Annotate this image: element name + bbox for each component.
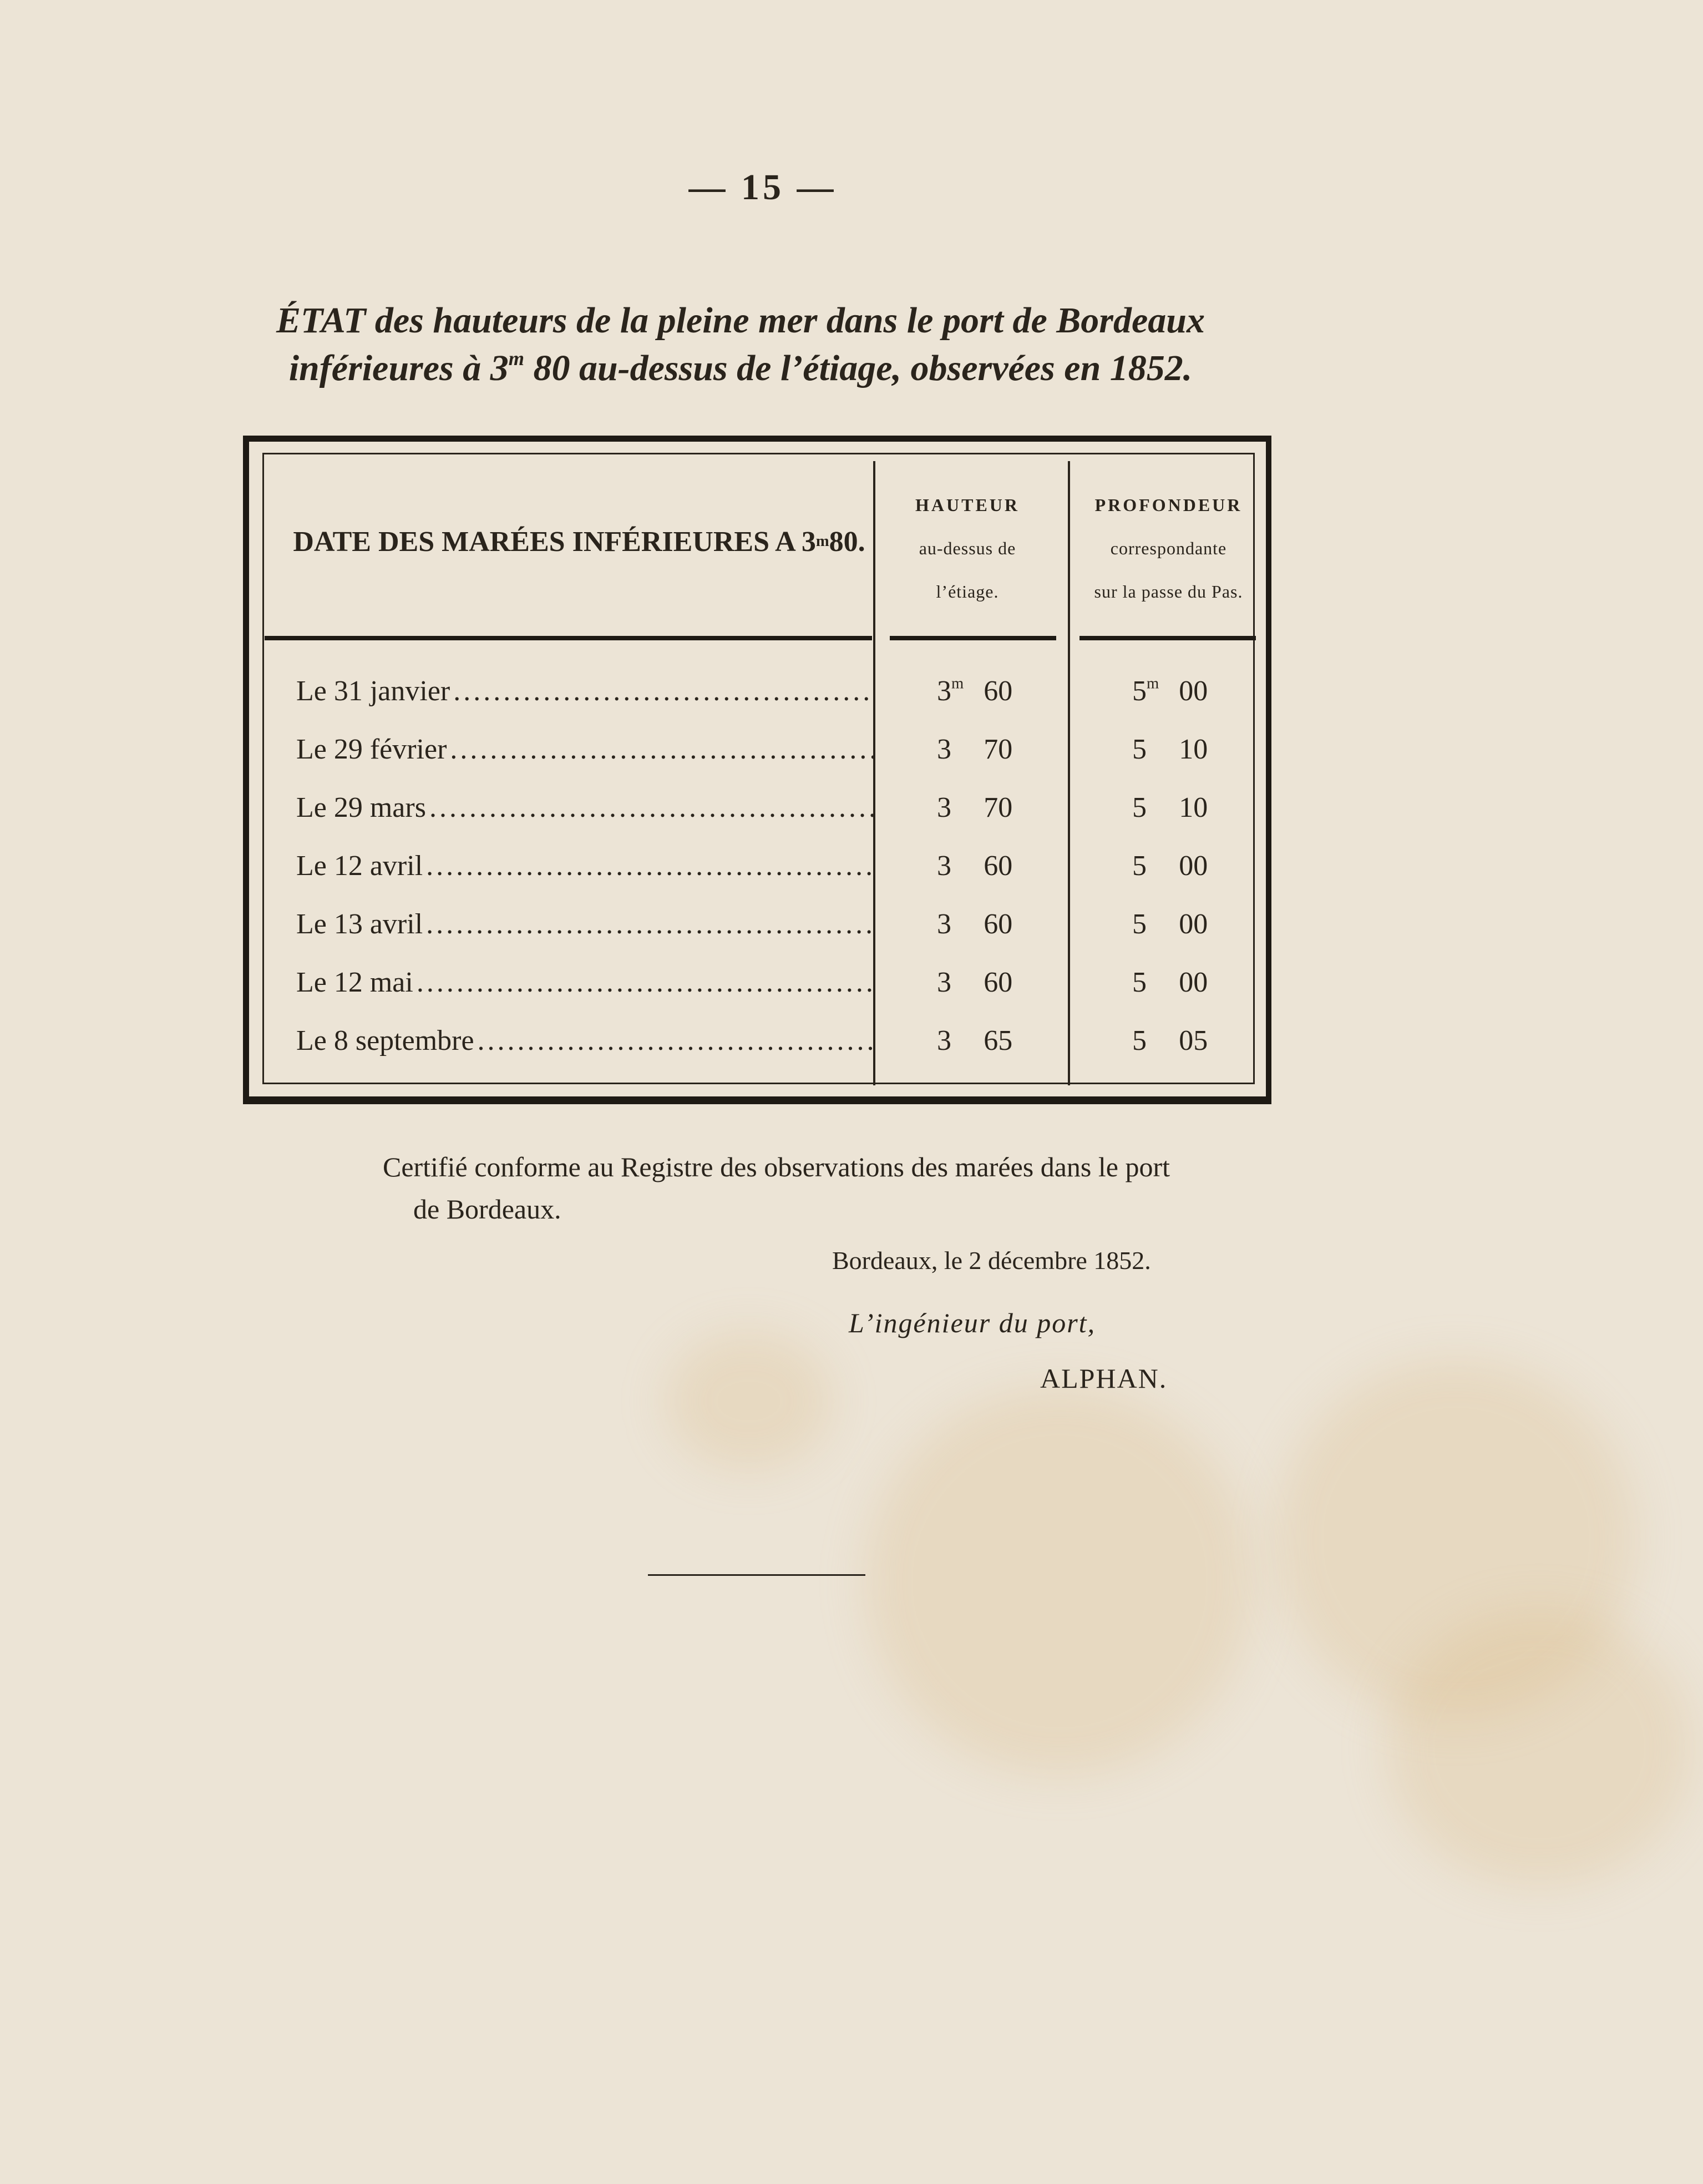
row-hauteur: 3 70 bbox=[937, 792, 1013, 823]
row-profondeur: 5 00 bbox=[1132, 967, 1208, 998]
page-number: — 15 — bbox=[688, 167, 837, 208]
table-row bbox=[249, 733, 1278, 788]
row-profondeur: 5 10 bbox=[1132, 792, 1208, 823]
signature-name: ALPHAN. bbox=[1040, 1363, 1168, 1394]
table-row bbox=[249, 966, 1278, 1022]
row-profondeur: 5 00 bbox=[1132, 850, 1208, 882]
certification-line-1: Certifié conforme au Registre des observations des marées dans le port bbox=[383, 1151, 1170, 1182]
row-hauteur: 3 65 bbox=[937, 1025, 1013, 1056]
row-profondeur: 5 00 bbox=[1132, 908, 1208, 940]
row-date: Le 12 mai ..... bbox=[296, 966, 873, 999]
row-date: Le 12 avril ..... bbox=[296, 850, 873, 882]
end-rule bbox=[648, 1574, 865, 1576]
row-date: Le 31 janvier ..... bbox=[296, 675, 873, 707]
tide-table bbox=[243, 436, 1271, 1104]
document-title-line-2: inférieures à 3$^m$ 80 au-dessus de l’étiage, observées en 1852. bbox=[288, 347, 1193, 389]
row-profondeur: 5 10 bbox=[1132, 734, 1208, 765]
table-row bbox=[249, 791, 1278, 847]
table-row bbox=[249, 1024, 1278, 1080]
row-date: Le 29 février ..... bbox=[296, 733, 873, 766]
row-date: Le 13 avril ..... bbox=[296, 908, 873, 941]
header-rule bbox=[1079, 636, 1256, 640]
row-profondeur: 5 05 bbox=[1132, 1025, 1208, 1056]
header-date-column: DATE DES MARÉES INFÉRIEURES A 3 m 80. bbox=[293, 525, 865, 558]
header-rule bbox=[890, 636, 1056, 640]
header-rule bbox=[265, 636, 872, 640]
certification-line-2: de Bordeaux. bbox=[413, 1194, 561, 1225]
row-hauteur: 3 60 bbox=[937, 850, 1013, 882]
header-profondeur-column: PROFONDEUR correspondante sur la passe du Pas. bbox=[1094, 495, 1243, 601]
certification-text bbox=[383, 1146, 1276, 1230]
row-hauteur: 3 60 bbox=[937, 908, 1013, 940]
row-date: Le 29 mars ..... bbox=[296, 791, 873, 824]
table-row bbox=[249, 908, 1278, 963]
document-title: ÉTAT des hauteurs de la pleine mer dans le port de Bordeaux bbox=[276, 300, 1205, 341]
signature-role: L’ingénieur du port, bbox=[849, 1307, 1096, 1338]
row-hauteur: 3$^m$ 60 bbox=[937, 675, 1013, 707]
header-hauteur-column: HAUTEUR au-dessus de l’étiage. bbox=[915, 495, 1020, 601]
row-date: Le 8 septembre ..... bbox=[296, 1024, 873, 1057]
place-date: Bordeaux, le 2 décembre 1852. bbox=[832, 1246, 1151, 1275]
table-row bbox=[249, 675, 1278, 730]
row-profondeur: 5$^m$ 00 bbox=[1132, 675, 1208, 707]
table-row bbox=[249, 850, 1278, 905]
row-hauteur: 3 70 bbox=[937, 734, 1013, 765]
row-hauteur: 3 60 bbox=[937, 967, 1013, 998]
